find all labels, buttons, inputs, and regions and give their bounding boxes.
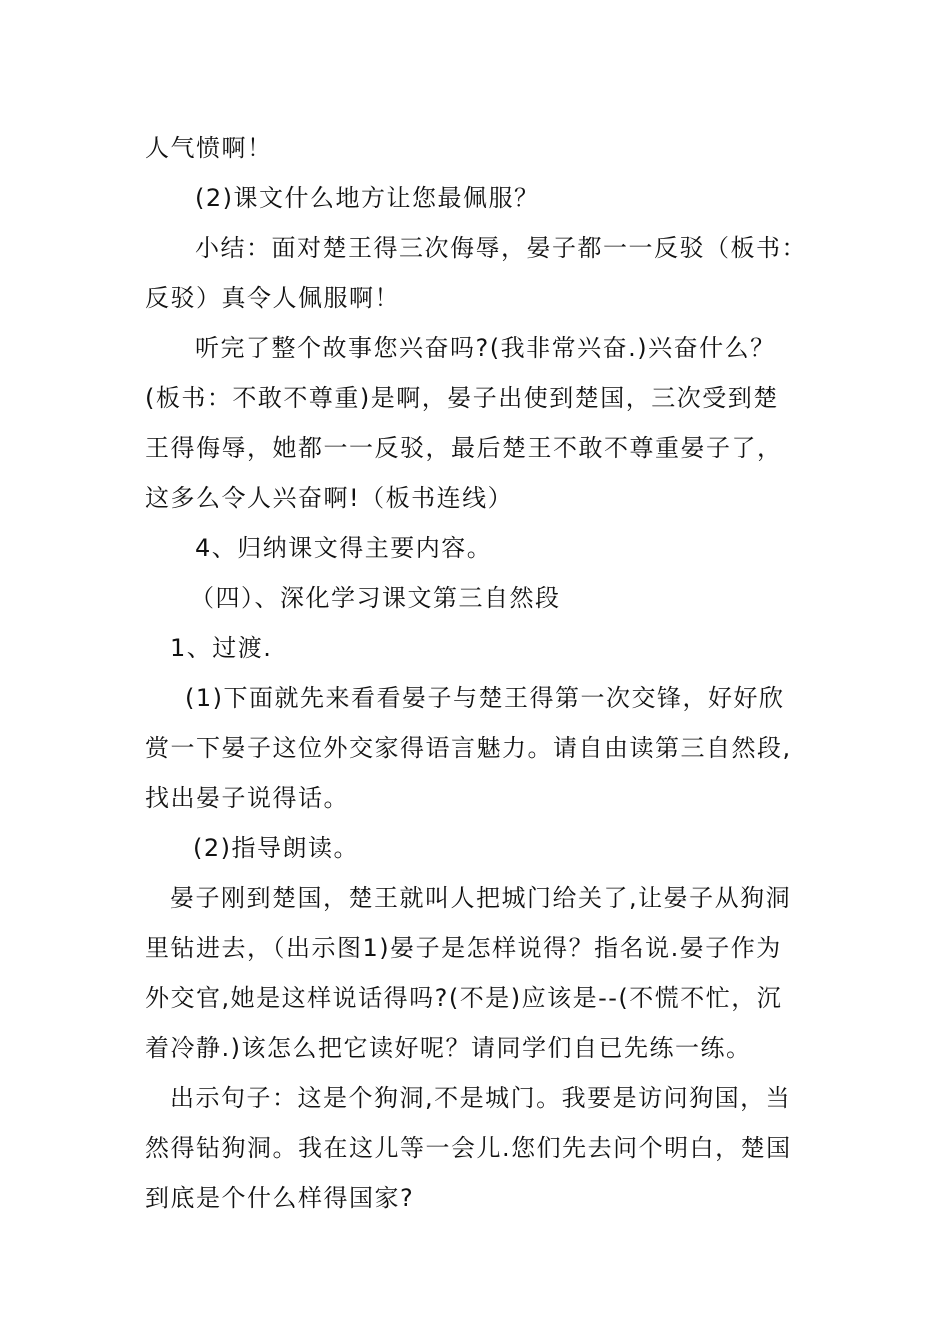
text-line: 外交官,她是这样说话得吗?(不是)应该是--(不慌不忙，沉: [145, 984, 783, 1012]
text-line: 然得钻狗洞。我在这儿等一会儿.您们先去问个明白，楚国: [145, 1134, 792, 1162]
text-line: 找出晏子说得话。: [145, 784, 349, 812]
text-line: 小结：面对楚王得三次侮辱，晏子都一一反驳（板书：: [195, 234, 807, 262]
text-line: 到底是个什么样得国家?: [145, 1184, 415, 1212]
text-line: 着冷静.)该怎么把它读好呢？请同学们自已先练一练。: [145, 1034, 752, 1062]
text-line: 晏子刚到楚国，楚王就叫人把城门给关了,让晏子从狗洞: [170, 884, 792, 912]
text-line: 反驳）真令人佩服啊！: [145, 284, 400, 312]
text-line: (2)指导朗读。: [193, 834, 359, 862]
text-line: 出示句子：这是个狗洞,不是城门。我要是访问狗国，当: [170, 1084, 792, 1112]
text-line: (1)下面就先来看看晏子与楚王得第一次交锋，好好欣: [185, 684, 785, 712]
text-line: 人气愤啊！: [145, 134, 273, 162]
text-line: （四）、深化学习课文第三自然段: [190, 584, 561, 612]
text-line: 这多么令人兴奋啊!（板书连线）: [145, 484, 514, 512]
text-line: 4、归纳课文得主要内容。: [195, 534, 493, 562]
text-line: 王得侮辱，她都一一反驳，最后楚王不敢不尊重晏子了，: [145, 434, 783, 462]
text-line: 1、过渡.: [170, 634, 273, 662]
text-line: (2)课文什么地方让您最佩服？: [195, 184, 540, 212]
text-line: (板书：不敢不尊重)是啊，晏子出使到楚国，三次受到楚: [145, 384, 779, 412]
text-line: 听完了整个故事您兴奋吗?(我非常兴奋.)兴奋什么？: [195, 334, 776, 362]
text-line: 赏一下晏子这位外交家得语言魅力。请自由读第三自然段,: [145, 734, 792, 762]
text-line: 里钻进去，（出示图1)晏子是怎样说得？指名说.晏子作为: [145, 934, 782, 962]
